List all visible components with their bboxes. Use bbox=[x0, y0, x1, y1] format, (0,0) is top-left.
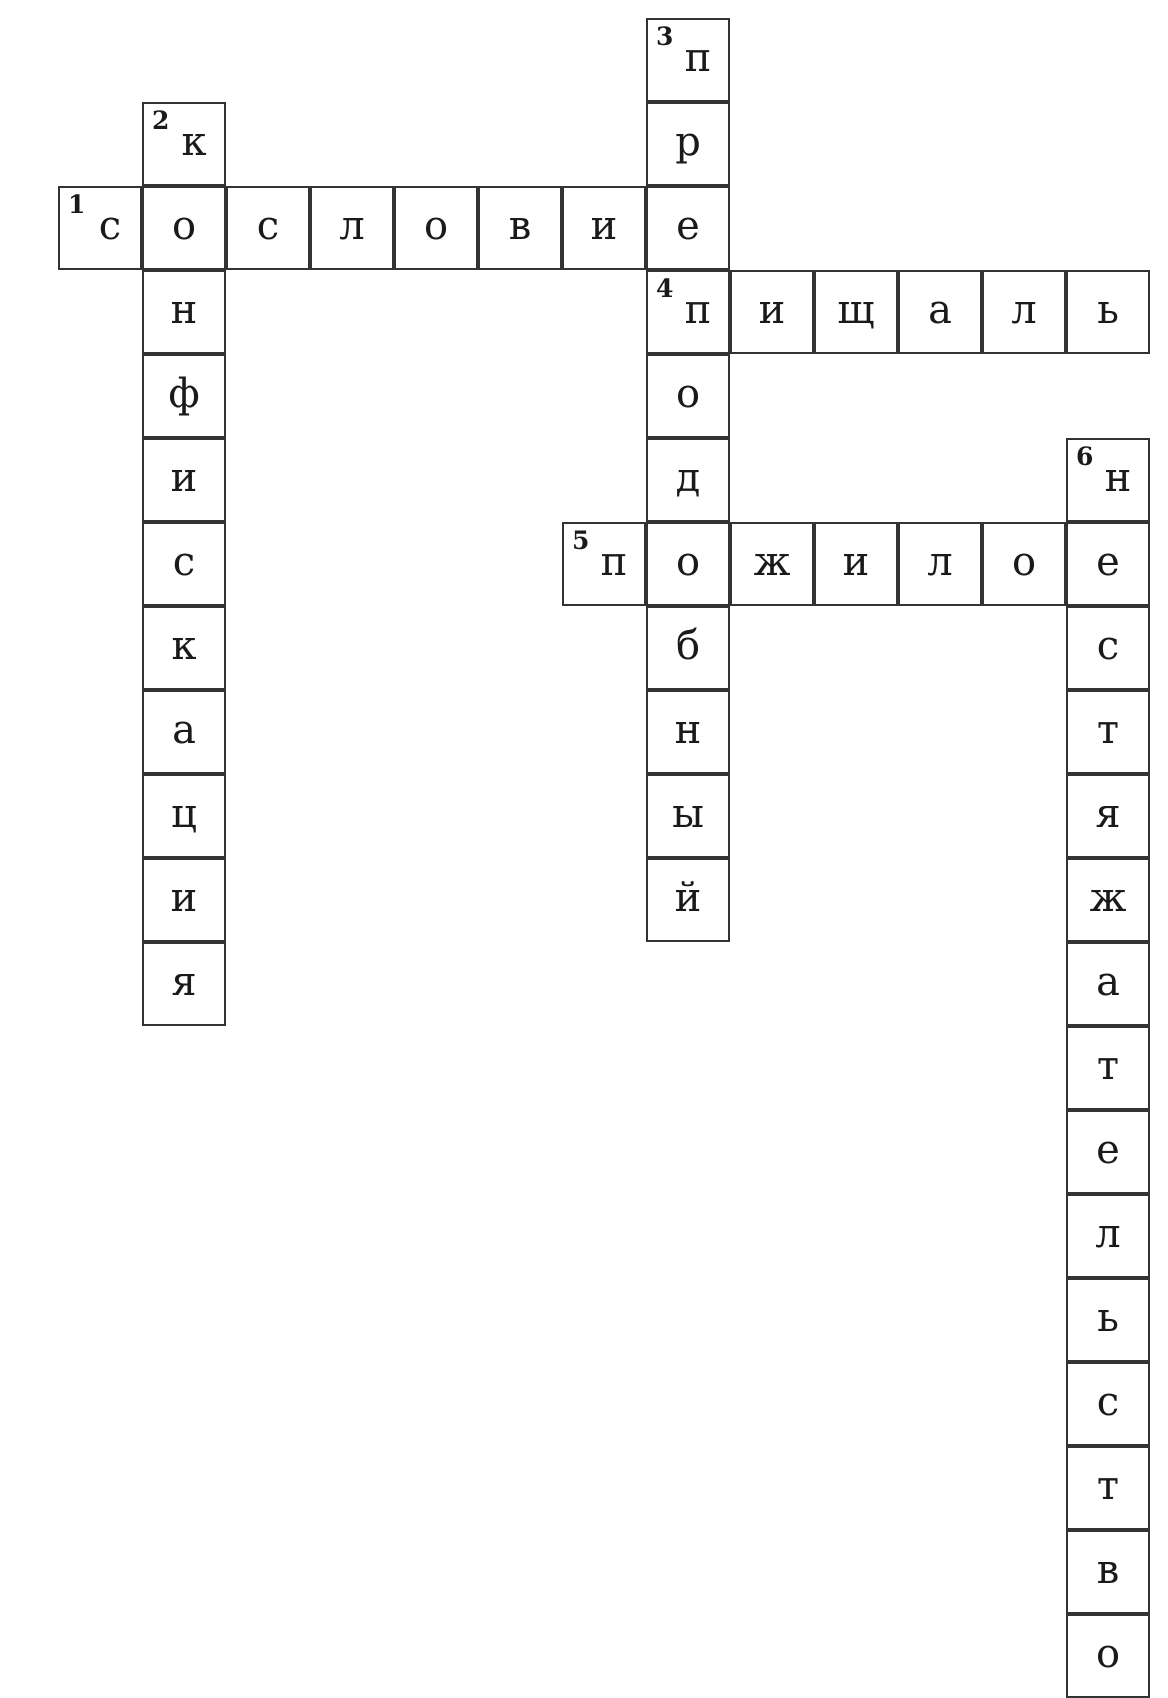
cell-letter: с bbox=[256, 203, 280, 249]
cell-letter: л bbox=[927, 539, 953, 585]
clue-number: 5 bbox=[572, 526, 590, 555]
crossword-cell bbox=[310, 186, 394, 270]
cell-letter: ь bbox=[1097, 1295, 1119, 1341]
cell-letter: а bbox=[172, 707, 196, 753]
crossword-cell bbox=[814, 522, 898, 606]
crossword-cell bbox=[1066, 1530, 1150, 1614]
crossword-cell bbox=[646, 102, 730, 186]
crossword-cell bbox=[142, 774, 226, 858]
cell-letter: ь bbox=[1097, 287, 1119, 333]
crossword-cell bbox=[982, 522, 1066, 606]
cell-letter: е bbox=[1096, 539, 1120, 585]
cell-letter: л bbox=[1095, 1211, 1121, 1257]
crossword-cell bbox=[142, 606, 226, 690]
crossword-cell bbox=[142, 690, 226, 774]
clue-number: 6 bbox=[1076, 442, 1094, 471]
cell-letter: п bbox=[684, 287, 712, 333]
cell-letter: д bbox=[675, 455, 701, 501]
crossword-cell bbox=[142, 858, 226, 942]
crossword-cell bbox=[646, 438, 730, 522]
cell-letter: и bbox=[842, 539, 870, 585]
cell-letter: и bbox=[170, 455, 198, 501]
crossword-cell bbox=[142, 438, 226, 522]
cell-letter: с bbox=[1096, 1379, 1120, 1425]
crossword-cell bbox=[1066, 438, 1150, 522]
crossword-cell bbox=[1066, 858, 1150, 942]
crossword-cell bbox=[646, 18, 730, 102]
crossword-cell bbox=[1066, 270, 1150, 354]
cell-letter: е bbox=[1096, 1127, 1120, 1173]
cell-letter: н bbox=[170, 287, 198, 333]
crossword-cell bbox=[562, 522, 646, 606]
clue-number: 2 bbox=[152, 106, 170, 135]
cell-letter: в bbox=[508, 203, 532, 249]
cell-letter: и bbox=[170, 875, 198, 921]
clue-number: 1 bbox=[68, 190, 86, 219]
cell-letter: п bbox=[600, 539, 628, 585]
cell-letter: о bbox=[1095, 1631, 1121, 1677]
crossword-cell bbox=[982, 270, 1066, 354]
crossword-cell bbox=[1066, 690, 1150, 774]
cell-letter: о bbox=[1011, 539, 1037, 585]
cell-letter: л bbox=[1011, 287, 1037, 333]
cell-letter: ы bbox=[672, 791, 704, 837]
crossword-cell bbox=[730, 270, 814, 354]
cell-letter: в bbox=[1096, 1547, 1120, 1593]
cell-letter: н bbox=[674, 707, 702, 753]
crossword-cell bbox=[1066, 1362, 1150, 1446]
cell-letter: я bbox=[1095, 791, 1121, 837]
cell-letter: т bbox=[1096, 1463, 1120, 1509]
crossword-cell bbox=[646, 606, 730, 690]
cell-letter: л bbox=[339, 203, 365, 249]
crossword-cell bbox=[142, 354, 226, 438]
crossword-cell bbox=[142, 186, 226, 270]
crossword-cell bbox=[646, 270, 730, 354]
crossword-cell bbox=[646, 858, 730, 942]
crossword-cell bbox=[1066, 1446, 1150, 1530]
crossword-cell bbox=[58, 186, 142, 270]
cell-letter: т bbox=[1096, 1043, 1120, 1089]
crossword-cell bbox=[898, 270, 982, 354]
cell-letter: к bbox=[181, 119, 207, 165]
crossword-cell bbox=[1066, 942, 1150, 1026]
cell-letter: е bbox=[676, 203, 700, 249]
crossword-cell bbox=[394, 186, 478, 270]
cell-letter: о bbox=[675, 539, 701, 585]
cell-letter: т bbox=[1096, 707, 1120, 753]
cell-letter: и bbox=[590, 203, 618, 249]
crossword-cell bbox=[730, 522, 814, 606]
cell-letter: с bbox=[172, 539, 196, 585]
cell-letter: б bbox=[675, 623, 701, 669]
crossword-cell bbox=[1066, 606, 1150, 690]
clue-number: 4 bbox=[656, 274, 674, 303]
cell-letter: а bbox=[928, 287, 952, 333]
crossword-cell bbox=[1066, 1026, 1150, 1110]
crossword-cell bbox=[1066, 522, 1150, 606]
crossword-cell bbox=[1066, 1278, 1150, 1362]
cell-letter: ф bbox=[168, 371, 200, 417]
cell-letter: я bbox=[171, 959, 197, 1005]
cell-letter: к bbox=[171, 623, 197, 669]
crossword-cell bbox=[898, 522, 982, 606]
crossword-cell bbox=[646, 354, 730, 438]
crossword-cell bbox=[646, 522, 730, 606]
cell-letter: а bbox=[1096, 959, 1120, 1005]
cell-letter: с bbox=[98, 203, 122, 249]
crossword-cell bbox=[226, 186, 310, 270]
crossword-cell bbox=[646, 186, 730, 270]
cell-letter: щ bbox=[837, 287, 875, 333]
cell-letter: н bbox=[1104, 455, 1132, 501]
crossword-cell bbox=[142, 942, 226, 1026]
cell-letter: и bbox=[758, 287, 786, 333]
cell-letter: п bbox=[684, 35, 712, 81]
crossword-cell bbox=[478, 186, 562, 270]
crossword-cell bbox=[142, 270, 226, 354]
cell-letter: ц bbox=[171, 791, 197, 837]
crossword-cell bbox=[142, 102, 226, 186]
cell-letter: о bbox=[423, 203, 449, 249]
crossword-cell bbox=[1066, 1194, 1150, 1278]
crossword-cell bbox=[646, 774, 730, 858]
crossword-cell bbox=[646, 690, 730, 774]
clue-number: 3 bbox=[656, 22, 674, 51]
crossword-cell bbox=[562, 186, 646, 270]
cell-letter: ж bbox=[753, 539, 791, 585]
cell-letter: р bbox=[675, 119, 701, 165]
crossword-cell bbox=[814, 270, 898, 354]
cell-letter: ж bbox=[1089, 875, 1127, 921]
cell-letter: с bbox=[1096, 623, 1120, 669]
crossword-cell bbox=[1066, 1110, 1150, 1194]
crossword-cell bbox=[142, 522, 226, 606]
cell-letter: о bbox=[171, 203, 197, 249]
crossword-cell bbox=[1066, 774, 1150, 858]
cell-letter: о bbox=[675, 371, 701, 417]
cell-letter: й bbox=[674, 875, 702, 921]
crossword-cell bbox=[1066, 1614, 1150, 1698]
